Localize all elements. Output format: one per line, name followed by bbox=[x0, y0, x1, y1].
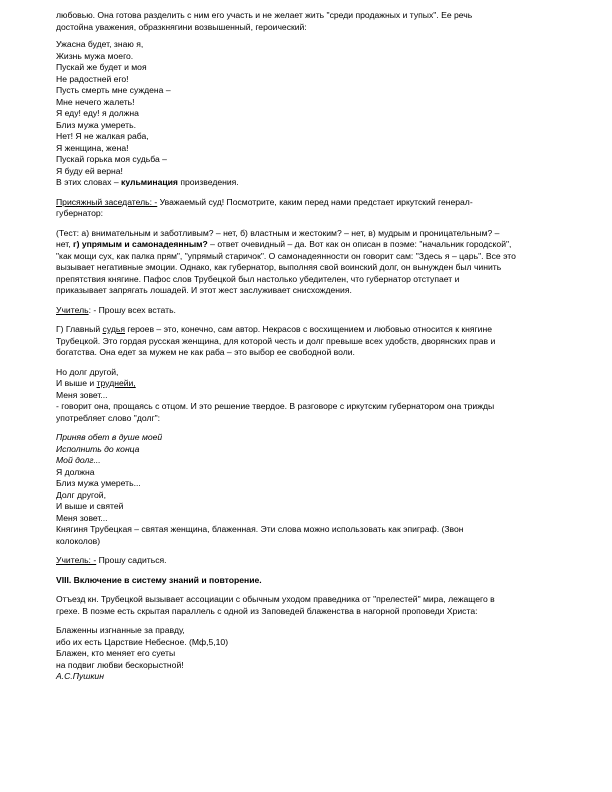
poem-excerpt-2 bbox=[56, 367, 564, 425]
test-text: нет, bbox=[56, 239, 73, 249]
section-heading bbox=[56, 575, 564, 587]
judge-line: богатства. Она едет за мужем не как раба – это выбор ее свободной воли. bbox=[56, 347, 355, 357]
intro-line: достойна уважения, образкнягини возвышенный, героический: bbox=[56, 21, 307, 32]
section-title: VIII. Включение в систему знаний и повторение. bbox=[56, 574, 262, 585]
juror-line: губернатор: bbox=[56, 208, 104, 218]
poem-line: Я буду ей верна! bbox=[56, 165, 123, 176]
climax-text: произведения. bbox=[177, 177, 239, 187]
poem-line-italic: Исполнить до конца bbox=[56, 443, 140, 454]
test-line: вызывает негативные эмоции. Однако, как губернатор, выполняя свой воинский долг, он вынужден был чинить bbox=[56, 262, 502, 272]
climax-text: В этих словах – bbox=[56, 177, 122, 187]
poem-underlined: труднейи, bbox=[96, 378, 136, 388]
judge-text: героев – это, конечно, сам автор. Некрасов с восхищением и любовью относится к княгине bbox=[125, 324, 492, 334]
climax-keyword: кульминация bbox=[121, 177, 178, 187]
juror-line bbox=[56, 197, 564, 209]
teacher-line-2 bbox=[56, 555, 564, 567]
test-line: (Тест: а) внимательным и заботливым? – нет, б) властным и жестоким? – нет, в) мудрым и проницательным? – bbox=[56, 227, 500, 238]
poem-excerpt-1 bbox=[56, 39, 564, 189]
poem-line bbox=[56, 378, 564, 390]
climax-line bbox=[56, 177, 564, 189]
poem-line: Не радостней его! bbox=[56, 73, 129, 84]
quote-author: А.С.Пушкин bbox=[56, 671, 104, 681]
judge-line: Трубецкой. Это гордая русская женщина, для которой честь и долг превыше всех удобств, дворянских прав и bbox=[56, 335, 496, 346]
poem-line-italic: Приняв обет в душе моей bbox=[56, 432, 163, 442]
test-line bbox=[56, 239, 564, 251]
saint-line: Княгиня Трубецкая – святая женщина, блаженная. Эти слова можно использовать как эпиграф. (Звон bbox=[56, 524, 464, 534]
poem-line: Я женщина, жена! bbox=[56, 142, 129, 153]
poem-line: Долг другой, bbox=[56, 489, 106, 500]
final-paragraph bbox=[56, 594, 564, 617]
poem-line: Близ мужа умереть... bbox=[56, 478, 141, 488]
poem-line: Близ мужа умереть. bbox=[56, 119, 136, 130]
teacher-text: Прошу садиться. bbox=[96, 555, 167, 565]
test-answer: г) упрямым и самонадеянным? bbox=[73, 239, 208, 249]
teacher-text: : - Прошу всех встать. bbox=[88, 304, 176, 315]
poem-line: Пускай горька моя судьба – bbox=[56, 154, 167, 164]
poem-line: Ужасна будет, знаю я, bbox=[56, 39, 144, 49]
poem-line-italic: Мой долг... bbox=[56, 455, 101, 465]
test-text: – ответ очевидный – да. Вот как он описан в поэме: "начальник городской", bbox=[207, 239, 512, 249]
judge-paragraph bbox=[56, 324, 564, 359]
final-line: грехе. В поэме есть скрытая параллель с одной из Заповедей блаженства в нагорной проповеди Христа: bbox=[56, 605, 478, 616]
intro-line: любовью. Она готова разделить с ним его участь и не желает жить "среди продажных и тупых". Ее речь bbox=[56, 10, 473, 20]
poem-line: Меня зовет... bbox=[56, 512, 108, 523]
poem-line: Нет! Я не жалкая раба, bbox=[56, 131, 149, 141]
judge-line bbox=[56, 324, 564, 336]
poem-line: Пускай же будет и моя bbox=[56, 62, 147, 72]
poem-line: Но долг другой, bbox=[56, 366, 119, 377]
narration-line: - говорит она, прощаясь с отцом. И это решение твердое. В разговоре с иркутским губернатором она трижды bbox=[56, 401, 495, 411]
quote-line: Блаженны изгнанные за правду, bbox=[56, 625, 185, 635]
document-page bbox=[56, 10, 564, 683]
teacher-line bbox=[56, 555, 564, 567]
speaker-role: Учитель: - bbox=[56, 555, 97, 565]
test-line: препятствия княгине. Пафос слов Трубецкой был настолько убедителен, что губернатор отступает и bbox=[56, 273, 460, 284]
test-line: приказывает запрягать лошадей. И этот жест заслуживает снисхождения. bbox=[56, 285, 352, 295]
juror-paragraph bbox=[56, 197, 564, 220]
poem-line: Пусть смерть мне суждена – bbox=[56, 85, 171, 95]
poem-line: Меня зовет... bbox=[56, 389, 108, 400]
beatitude-quote bbox=[56, 625, 564, 683]
judge-word: судья bbox=[102, 324, 126, 334]
poem-line: Я должна bbox=[56, 466, 95, 477]
intro-paragraph bbox=[56, 10, 564, 33]
test-paragraph bbox=[56, 228, 564, 297]
speaker-role: Присяжный заседатель: - bbox=[56, 196, 158, 207]
quote-line: Блажен, кто меняет его суеты bbox=[56, 648, 176, 658]
teacher-line bbox=[56, 305, 564, 317]
poem-line: Жизнь мужа моего. bbox=[56, 50, 134, 61]
teacher-line-1 bbox=[56, 305, 564, 317]
juror-text: Уважаемый суд! Посмотрите, каким перед нами предстает иркутский генерал- bbox=[157, 196, 473, 207]
saint-line: колоколов) bbox=[56, 535, 101, 546]
poem-text: И выше и bbox=[56, 378, 97, 388]
narration-line: употребляет слово "долг": bbox=[56, 412, 161, 423]
poem-line: И выше и святей bbox=[56, 501, 124, 511]
final-line: Отъезд кн. Трубецкой вызывает ассоциации с обычным уходом праведника от "прелестей" мира, лежащего в bbox=[56, 594, 495, 604]
speaker-role: Учитель bbox=[56, 304, 89, 315]
poem-line: Мне нечего жалеть! bbox=[56, 96, 135, 107]
poem-excerpt-3 bbox=[56, 432, 564, 547]
poem-line: Я еду! еду! я должна bbox=[56, 108, 139, 118]
quote-line: ибо их есть Царствие Небесное. (Мф,5,10) bbox=[56, 636, 229, 647]
quote-line: на подвиг любви бескорыстной! bbox=[56, 659, 184, 670]
judge-text: Г) Главный bbox=[56, 324, 103, 334]
test-line: "как мощи сух, как палка прям", "упрямый старичок". О самонадеянности он говорит сам: "Здесь я – царь". Все это bbox=[56, 250, 516, 261]
